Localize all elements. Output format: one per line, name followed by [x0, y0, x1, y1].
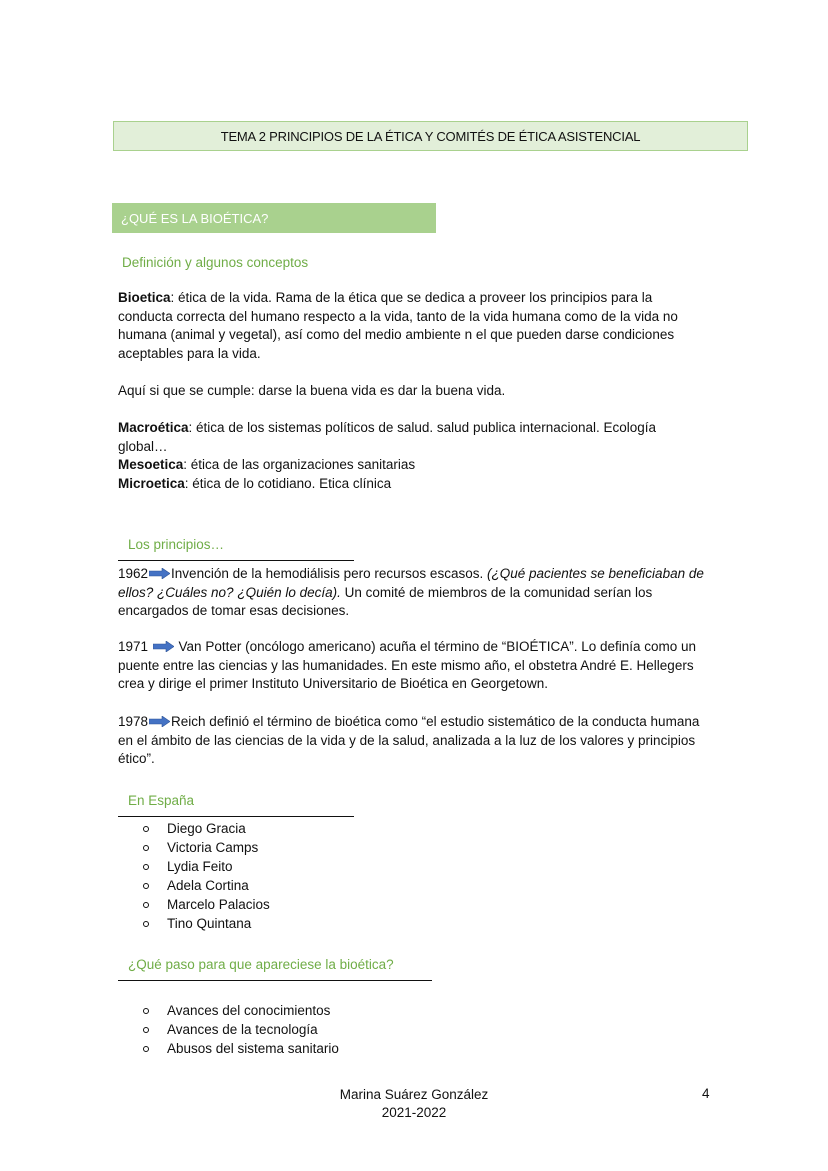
circle-bullet-icon [143, 1027, 149, 1033]
paragraph-1962 [118, 565, 708, 621]
term-macroetica: Macroética [118, 420, 189, 435]
event-1971-text: Van Potter (oncólogo americano) acuña el término de “BIOÉTICA”. Lo definía como un puente entre las ciencias y las humanidades. En este mismo año, el obstetra André E. Hellegers crea y dirige el primer Instituto Universitario de Bioética en Georgetown. [118, 639, 697, 691]
circle-bullet-icon [143, 845, 149, 851]
paragraph-1978 [118, 713, 708, 769]
paragraph-ethics-levels [118, 419, 708, 493]
subheading-spain: En España [128, 793, 195, 808]
right-arrow-icon [149, 716, 170, 727]
section-heading: ¿QUÉ ES LA BIOÉTICA? [121, 210, 269, 226]
circle-bullet-icon [143, 1046, 149, 1052]
footer-author: Marina Suárez González [339, 1087, 489, 1102]
circle-bullet-icon [143, 921, 149, 927]
circle-bullet-icon [143, 864, 149, 870]
circle-bullet-icon [143, 883, 149, 889]
page-number: 4 [702, 1086, 710, 1101]
list-item: Tino Quintana [140, 914, 270, 933]
document-title: TEMA 2 PRINCIPIOS DE LA ÉTICA Y COMITÉS DE ÉTICA ASISTENCIAL [220, 128, 641, 144]
right-arrow-icon [149, 568, 170, 579]
list-item: Diego Gracia [140, 819, 270, 838]
list-item: Marcelo Palacios [140, 895, 270, 914]
event-1962-questions: (¿Qué pacientes se beneficiaban de ellos? ¿Cuáles no? ¿Quién lo decía). [118, 566, 704, 600]
paragraph-note: Aquí si que se cumple: darse la buena vida es dar la buena vida. [118, 383, 506, 398]
subheading-why: ¿Qué paso para que apareciese la bioética? [128, 957, 394, 972]
bioetica-definition: : ética de la vida. Rama de la ética que se dedica a proveer los principios para la conducta correcta del humano respecto a la vida, tanto de la vida humana como de la vida no humana (animal y vegetal), así como del medio ambiente n el que pueden darse condiciones aceptables para la vida. [118, 290, 678, 361]
subheading-principles: Los principios… [128, 537, 225, 552]
right-arrow-icon [153, 641, 174, 652]
divider-spain [118, 816, 354, 817]
term-microetica: Microetica [118, 475, 185, 491]
term-bioetica: Bioetica [118, 290, 171, 305]
paragraph-1971 [118, 638, 708, 694]
subheading-definitions: Definición y algunos conceptos [122, 255, 309, 270]
event-1978-text: Reich definió el término de bioética como “el estudio sistemático de la conducta humana en el ámbito de las ciencias de la vida y de la salud, analizada a la luz de los valores y principios ético”. [118, 714, 700, 766]
list-spain-names [140, 819, 270, 933]
term-mesoetica: Mesoetica [118, 457, 184, 472]
section-heading-bar [112, 203, 436, 233]
list-why-reasons [140, 1001, 339, 1058]
circle-bullet-icon [143, 902, 149, 908]
circle-bullet-icon [143, 1008, 149, 1014]
document-title-box [113, 121, 748, 151]
circle-bullet-icon [143, 826, 149, 832]
year-1971: 1971 [118, 639, 152, 654]
list-item: Avances del conocimientos [140, 1001, 339, 1020]
divider-why [118, 980, 432, 981]
mesoetica-definition: : ética de las organizaciones sanitarias [183, 457, 416, 472]
year-1978: 1978 [118, 714, 149, 729]
year-1962: 1962 [118, 566, 149, 581]
list-item: Lydia Feito [140, 857, 270, 876]
list-item: Adela Cortina [140, 876, 270, 895]
microetica-definition: : ética de lo cotidiano. Etica clínica [184, 475, 392, 491]
divider-principles [118, 560, 354, 561]
paragraph-bioetica [118, 289, 708, 363]
event-1962-text: Invención de la hemodiálisis pero recursos escasos. [171, 566, 487, 581]
list-item: Victoria Camps [140, 838, 270, 857]
event-1962-rest: Un comité de miembros de la comunidad serían los encargados de tomar esas decisiones. [118, 584, 653, 618]
footer-years: 2021-2022 [381, 1105, 447, 1120]
list-item: Avances de la tecnología [140, 1020, 339, 1039]
macroetica-definition: : ética de los sistemas políticos de salud. salud publica internacional. Ecología global… [118, 420, 657, 454]
list-item: Abusos del sistema sanitario [140, 1039, 339, 1058]
